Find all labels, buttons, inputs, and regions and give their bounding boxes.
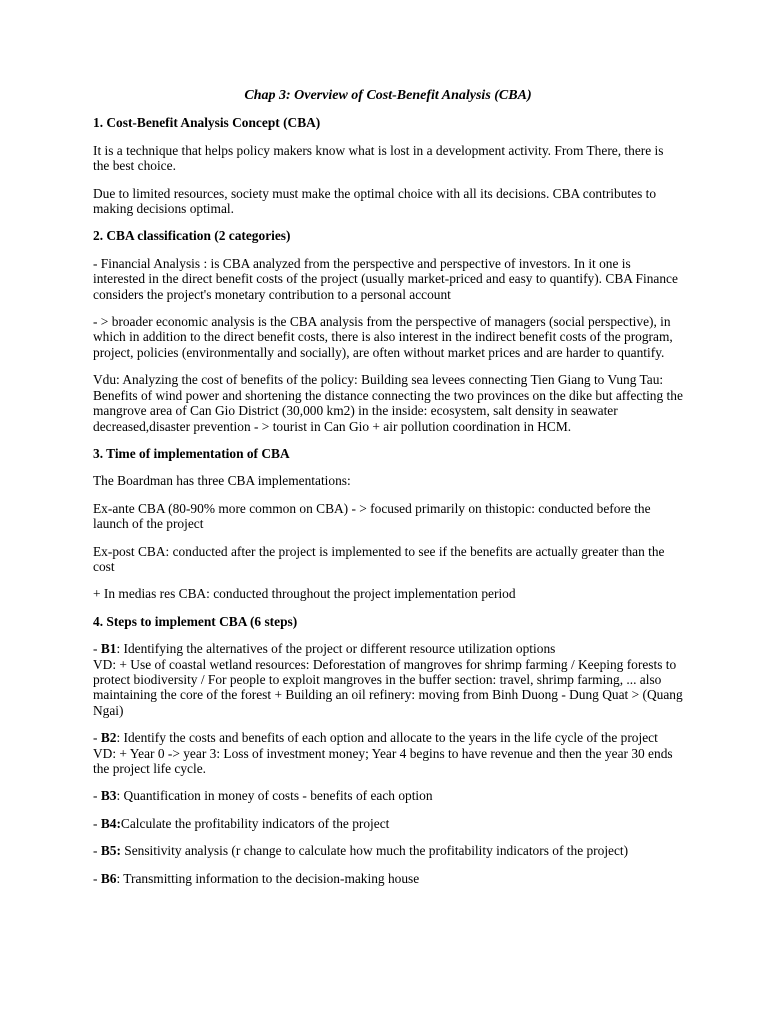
section-1-paragraph-1: It is a technique that helps policy makers know what is lost in a development activity. From There, there is the best choice. xyxy=(93,142,664,174)
step-b5-text: Sensitivity analysis (r change to calculate how much the profitability indicators of the project) xyxy=(120,843,629,859)
step-b3-label: B3 xyxy=(100,788,117,804)
step-b5-prefix: - xyxy=(93,843,101,859)
section-3-paragraph-3: Ex-post CBA: conducted after the project is implemented to see if the benefits are actually greater than the cost xyxy=(93,543,665,574)
section-3-heading: 3. Time of implementation of CBA xyxy=(93,445,290,461)
section-3-paragraph-4: + In medias res CBA: conducted throughout the project implementation period xyxy=(93,586,516,602)
step-b2 xyxy=(93,730,683,776)
step-b2-label: B2 xyxy=(100,730,117,746)
step-b6-prefix: - xyxy=(93,870,101,886)
section-2-heading: 2. CBA classification (2 categories) xyxy=(93,228,291,244)
section-1-heading: 1. Cost-Benefit Analysis Concept (CBA) xyxy=(93,115,321,131)
step-b1-example: VD: + Use of coastal wetland resources: Deforestation of mangroves for shrimp farming / Keeping forests to protect biodiversity / For people to exploit mangroves in the buffer section: travel, shrimp farming, ... also maintaining the core of the forest + Building an oil refinery: moving from Binh Duong - Dung Quat > (Quang Ngai) xyxy=(93,656,683,718)
step-b4-prefix: - xyxy=(93,815,101,831)
section-4-heading: 4. Steps to implement CBA (6 steps) xyxy=(93,613,298,629)
section-2-paragraph-3: Vdu: Analyzing the cost of benefits of the policy: Building sea levees connecting Tien Giang to Vung Tau: Benefits of wind power and shortening the distance connecting the two provinces on the dike but affecting the mangrove area of Can Gio District (30,000 km2) in the inside: ecosystem, salt density in seawater decreased,disaster prevention - > tourist in Can Gio + air pollution coordination in HCM. xyxy=(93,372,683,434)
step-b2-text: : Identify the costs and benefits of each option and allocate to the years in the life cycle of the project xyxy=(116,730,658,746)
document-title: Chap 3: Overview of Cost-Benefit Analysis (CBA) xyxy=(244,88,532,103)
step-b5 xyxy=(93,843,683,858)
step-b1-label: B1 xyxy=(100,641,117,657)
step-b4 xyxy=(93,816,683,831)
step-b3-prefix: - xyxy=(93,788,101,804)
step-b6 xyxy=(93,871,683,886)
section-1-paragraph-2: Due to limited resources, society must make the optimal choice with all its decisions. CBA contributes to making decisions optimal. xyxy=(93,185,657,217)
step-b5-label: B5: xyxy=(100,843,121,859)
step-b1-text: : Identifying the alternatives of the project or different resource utilization options xyxy=(116,641,556,657)
step-b4-label: B4: xyxy=(100,815,121,831)
document-page xyxy=(93,88,683,898)
step-b2-prefix: - xyxy=(93,730,101,746)
step-b1-prefix: - xyxy=(93,641,101,657)
step-b3 xyxy=(93,788,683,803)
section-2-paragraph-1: - Financial Analysis : is CBA analyzed from the perspective and perspective of investors. In it one is interested in the direct benefit costs of the project (usually market-priced and easy to quantify). CBA Finance considers the project's monetary contribution to a personal account xyxy=(93,255,678,302)
step-b2-example: VD: + Year 0 -> year 3: Loss of investment money; Year 4 begins to have revenue and then the year 30 ends the project life cycle. xyxy=(93,745,673,776)
steps-list xyxy=(93,641,683,886)
step-b4-text: Calculate the profitability indicators of the project xyxy=(120,815,390,831)
section-3-paragraph-2: Ex-ante CBA (80-90% more common on CBA) - > focused primarily on thistopic: conducted before the launch of the project xyxy=(93,500,651,532)
step-b3-text: : Quantification in money of costs - benefits of each option xyxy=(116,788,433,804)
step-b1 xyxy=(93,641,683,718)
step-b6-text: : Transmitting information to the decision-making house xyxy=(116,870,420,886)
step-b6-label: B6 xyxy=(100,870,117,886)
section-3-paragraph-1: The Boardman has three CBA implementations: xyxy=(93,473,351,489)
section-2-paragraph-2: - > broader economic analysis is the CBA analysis from the perspective of managers (social perspective), in which in addition to the direct benefit costs, there is also interest in the indirect benefit costs of the program, project, policies (environmentally and socially), are often without market prices and are harder to quantify. xyxy=(93,314,673,360)
